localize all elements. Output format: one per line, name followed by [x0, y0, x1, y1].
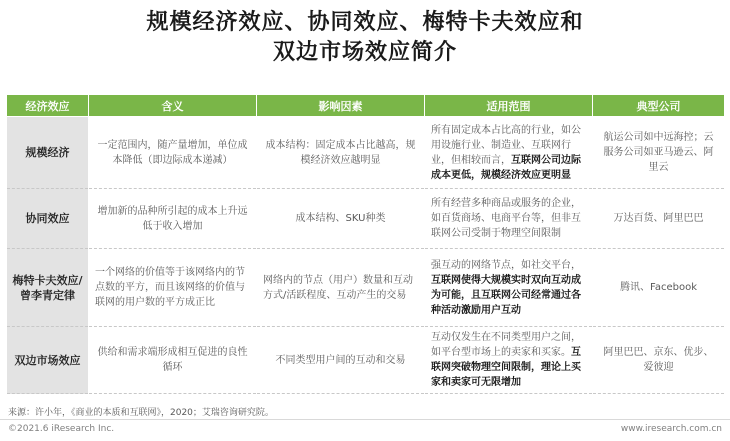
row-effect-name: 梅特卡夫效应/曾李青定律: [7, 249, 89, 327]
row-factors: 成本结构、SKU种类: [257, 189, 425, 249]
row-factors: 不同类型用户间的互动和交易: [257, 327, 425, 394]
row-effect-name: 规模经济: [7, 117, 89, 189]
header-meaning: 含义: [89, 95, 257, 117]
effects-table: [6, 94, 725, 394]
row-scope: [425, 189, 593, 249]
table-row: [7, 327, 725, 394]
row-scope: [425, 117, 593, 189]
row-companies: 航运公司如中远海控；云服务公司如亚马逊云、阿里云: [593, 117, 725, 189]
table-row: [7, 249, 725, 327]
row-scope-text: 所有经营多种商品或服务的企业，如百货商场、电商平台等，但非互联网公司受制于物理空间限制: [431, 198, 581, 239]
footer-divider: [0, 419, 730, 420]
page-title: [0, 8, 730, 68]
table-row: [7, 189, 725, 249]
row-scope-highlight: 互联网使得大规模实时双向互动成为可能，且互联网公司经常通过各种活动激励用户互动: [431, 274, 581, 316]
row-effect-name: 协同效应: [7, 189, 89, 249]
row-factors: 网络内的节点（用户）数量和互动方式/活跃程度、互动产生的交易: [257, 249, 425, 327]
row-companies: 万达百货、阿里巴巴: [593, 189, 725, 249]
table-header-row: [7, 95, 725, 117]
row-scope-highlight: 互联网突破物理空间限制，理论上买家和卖家可无限增加: [431, 347, 581, 388]
row-meaning: 一个网络的价值等于该网络内的节点数的平方，而且该网络的价值与联网的用户数的平方成正比: [89, 249, 257, 327]
row-scope: [425, 249, 593, 327]
website-text: www.iresearch.com.cn: [620, 424, 722, 434]
row-meaning: 增加新的品种所引起的成本上升远低于收入增加: [89, 189, 257, 249]
row-scope-text: 强互动的网络节点，如社交平台，: [431, 259, 581, 271]
page-title-line1: 规模经济效应、协同效应、梅特卡夫效应和: [146, 10, 584, 35]
copyright-text: ©2021.6 iResearch Inc.: [8, 424, 115, 434]
row-scope-highlight: 互联网公司边际成本更低，规模经济效应更明显: [431, 154, 581, 181]
row-scope: [425, 327, 593, 394]
row-companies: 阿里巴巴、京东、优步、爱彼迎: [593, 327, 725, 394]
header-companies: 典型公司: [593, 95, 725, 117]
page-title-line2: 双边市场效应简介: [272, 40, 457, 65]
header-effect: 经济效应: [7, 95, 89, 117]
row-meaning: 供给和需求端形成相互促进的良性循环: [89, 327, 257, 394]
row-factors: 成本结构：固定成本占比越高，规模经济效应越明显: [257, 117, 425, 189]
row-companies: 腾讯、Facebook: [593, 249, 725, 327]
row-meaning: 一定范围内，随产量增加，单位成本降低（即边际成本递减）: [89, 117, 257, 189]
header-scope: 适用范围: [425, 95, 593, 117]
row-effect-name: 双边市场效应: [7, 327, 89, 394]
table-row: [7, 117, 725, 189]
row-scope-text: 所有固定成本占比高的行业，如公用设施行业、制造业、互联网行业，但相较而言，: [431, 124, 581, 166]
header-factors: 影响因素: [257, 95, 425, 117]
row-scope-text: 互动仅发生在不同类型用户之间，如平台型市场上的卖家和买家。: [431, 332, 581, 358]
source-note: 来源：许小年，《商业的本质和互联网》，2020；艾瑞咨询研究院。: [8, 408, 274, 418]
